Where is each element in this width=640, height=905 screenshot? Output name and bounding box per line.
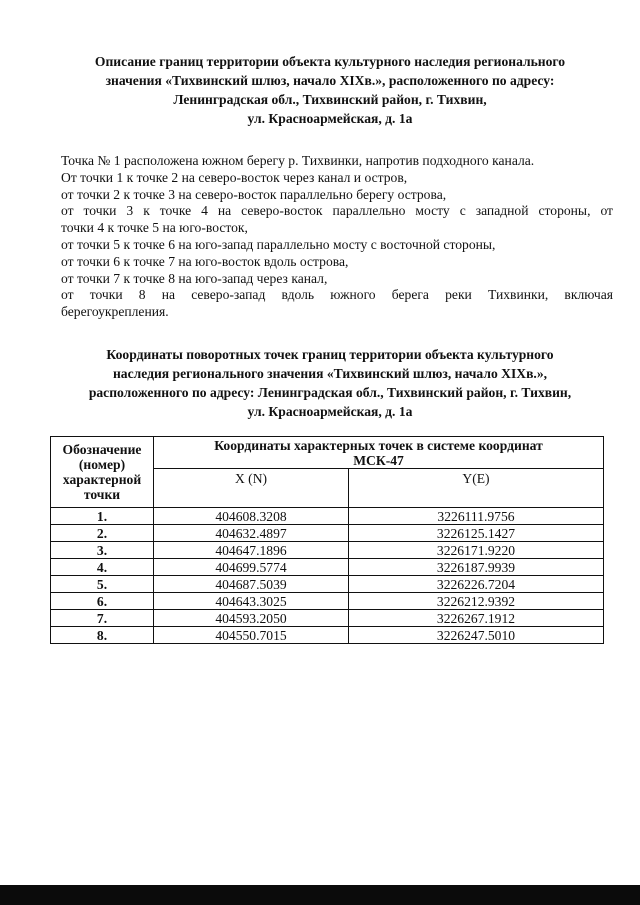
title-line: ул. Красноармейская, д. 1а xyxy=(247,404,413,419)
header-line: характерной xyxy=(62,472,142,487)
point-number-cell: 7. xyxy=(51,610,154,627)
x-coordinate-cell: 404550.7015 xyxy=(154,627,349,644)
title-line: Ленинградская обл., Тихвинский район, г. Тихвин, xyxy=(173,92,487,107)
description-line: от точки 8 на северо-запад вдоль южного берега реки Тихвинки, включая xyxy=(61,287,613,303)
document-title xyxy=(50,52,610,128)
point-number-cell: 6. xyxy=(51,593,154,610)
table-row xyxy=(51,508,604,525)
x-coordinate-cell: 404643.3025 xyxy=(154,593,349,610)
coordinates-table xyxy=(50,436,604,644)
x-coordinate-cell: 404632.4897 xyxy=(154,525,349,542)
x-coordinate-cell: 404647.1896 xyxy=(154,542,349,559)
x-coordinate-cell: 404687.5039 xyxy=(154,576,349,593)
title-line: расположенного по адресу: Ленинградская обл., Тихвинский район, г. Тихвин, xyxy=(88,385,572,400)
coordinates-rows xyxy=(51,508,604,644)
title-line: значения «Тихвинский шлюз, начало XIXв.», расположенного по адресу: xyxy=(105,73,555,88)
point-number-cell: 4. xyxy=(51,559,154,576)
coordinate-system-header xyxy=(154,437,604,469)
y-coordinate-cell: 3226212.9392 xyxy=(349,593,604,610)
point-number-cell: 1. xyxy=(51,508,154,525)
description-line: от точки 2 к точке 3 на северо-восток параллельно берегу острова, xyxy=(61,186,447,202)
description-line: Точка № 1 расположена южном берегу р. Тихвинки, напротив подходного канала. xyxy=(61,153,535,168)
header-line: МСК-47 xyxy=(353,452,404,468)
boundary-description xyxy=(61,153,613,321)
point-number-cell: 3. xyxy=(51,542,154,559)
point-designation-header xyxy=(51,437,154,508)
x-coordinate-cell: 404608.3208 xyxy=(154,508,349,525)
y-coordinate-cell: 3226171.9220 xyxy=(349,542,604,559)
table-row xyxy=(51,627,604,644)
y-coordinate-cell: 3226187.9939 xyxy=(349,559,604,576)
point-number-cell: 2. xyxy=(51,525,154,542)
table-row xyxy=(51,576,604,593)
table-row xyxy=(51,525,604,542)
x-column-header: X (N) xyxy=(154,469,349,508)
y-coordinate-cell: 3226125.1427 xyxy=(349,525,604,542)
coordinates-title xyxy=(50,345,610,421)
point-number-cell: 5. xyxy=(51,576,154,593)
y-coordinate-cell: 3226226.7204 xyxy=(349,576,604,593)
header-line: точки xyxy=(83,487,121,502)
description-line: от точки 6 к точке 7 на юго-восток вдоль острова, xyxy=(61,253,349,269)
scan-edge xyxy=(0,885,640,905)
header-line: Обозначение xyxy=(62,442,142,457)
table-row xyxy=(51,542,604,559)
y-column-header: Y(E) xyxy=(349,469,604,508)
title-line: ул. Красноармейская, д. 1а xyxy=(247,111,413,126)
header-line: (номер) xyxy=(78,457,126,472)
x-coordinate-cell: 404593.2050 xyxy=(154,610,349,627)
table-row xyxy=(51,610,604,627)
title-line: наследия регионального значения «Тихвинский шлюз, начало XIXв.», xyxy=(112,366,548,381)
y-coordinate-cell: 3226111.9756 xyxy=(349,508,604,525)
title-line: Описание границ территории объекта культурного наследия регионального xyxy=(94,54,566,69)
header-line: Координаты характерных точек в системе координат xyxy=(214,437,543,453)
x-coordinate-cell: 404699.5774 xyxy=(154,559,349,576)
title-line: Координаты поворотных точек границ территории объекта культурного xyxy=(106,347,554,362)
description-line: точки 4 к точке 5 на юго-восток, xyxy=(61,220,248,236)
table-row xyxy=(51,559,604,576)
description-line: берегоукрепления. xyxy=(61,304,169,320)
y-coordinate-cell: 3226247.5010 xyxy=(349,627,604,644)
y-coordinate-cell: 3226267.1912 xyxy=(349,610,604,627)
point-number-cell: 8. xyxy=(51,627,154,644)
description-line: от точки 7 к точке 8 на юго-запад через канал, xyxy=(61,270,328,286)
table-row xyxy=(51,593,604,610)
description-line: от точки 3 к точке 4 на северо-восток параллельно мосту с западной стороны, от xyxy=(61,203,613,219)
description-line: от точки 5 к точке 6 на юго-запад параллельно мосту с восточной стороны, xyxy=(61,236,496,252)
description-line: От точки 1 к точке 2 на северо-восток через канал и остров, xyxy=(61,169,408,185)
